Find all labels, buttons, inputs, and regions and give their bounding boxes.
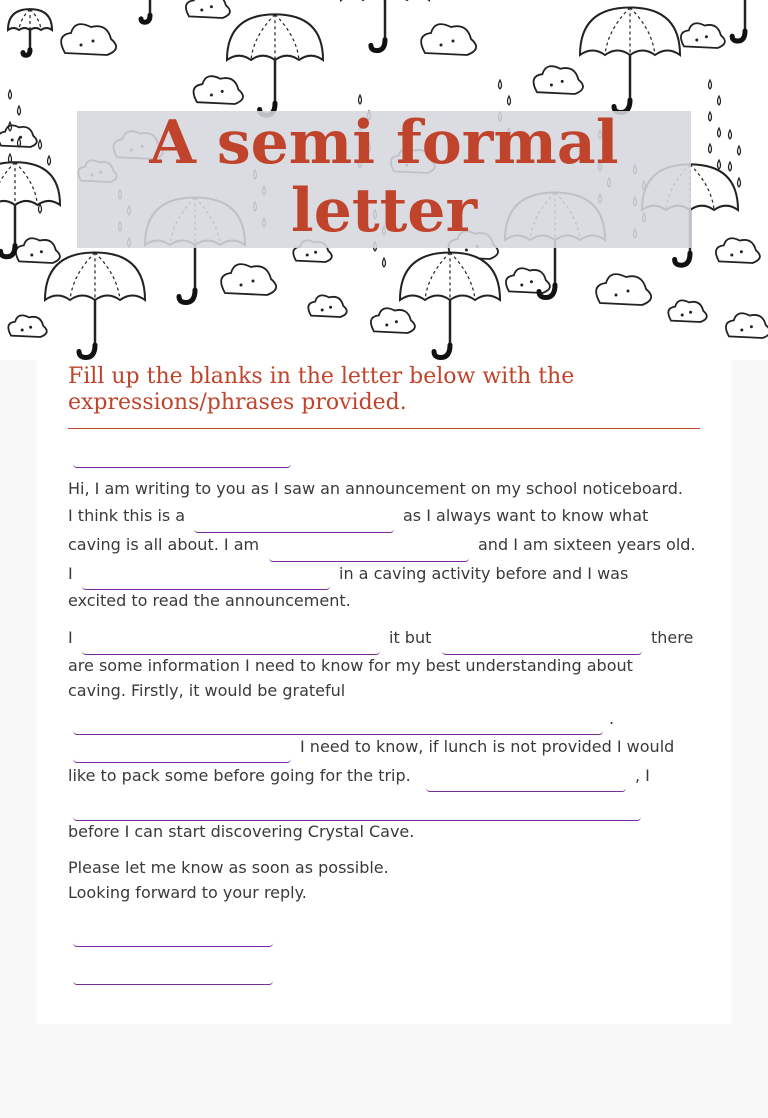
blank-8[interactable] (426, 773, 626, 792)
letter-text: excited to read the announcement. (68, 591, 351, 610)
instructions (68, 364, 708, 416)
letter-text: and I am sixteen years old. (478, 535, 696, 554)
cloud-icon (308, 295, 346, 317)
cloud-icon (668, 300, 706, 322)
umbrella-icon (580, 8, 680, 113)
salutation-blank[interactable] (73, 449, 291, 468)
letter-text: as I always want to know what (403, 506, 649, 525)
blank-6[interactable] (73, 716, 603, 735)
divider (68, 428, 700, 429)
title-line-1: A semi formal (149, 108, 619, 178)
header-banner (0, 0, 768, 360)
blank-1[interactable] (194, 514, 394, 533)
cloud-icon (681, 23, 725, 48)
letter-text: I think this is a (68, 506, 186, 525)
cloud-icon (371, 308, 415, 333)
cloud-icon (534, 66, 583, 94)
title-line-2: letter (290, 176, 478, 246)
blank-5[interactable] (442, 636, 642, 655)
letter-text: it but (389, 628, 432, 647)
umbrella-icon (45, 253, 145, 358)
umbrella-icon (8, 9, 52, 55)
cloud-icon (726, 313, 768, 338)
page-title (77, 109, 691, 245)
umbrella-icon (122, 0, 178, 22)
blank-3[interactable] (82, 571, 330, 590)
umbrella-icon (400, 253, 500, 358)
letter-text: I (68, 628, 73, 647)
letter-text: in a caving activity before and I was (339, 564, 629, 583)
blank-4[interactable] (82, 636, 380, 655)
letter-text: Looking forward to your reply. (68, 883, 307, 902)
letter-text: . (609, 709, 615, 728)
cloud-icon (596, 274, 651, 305)
cloud-icon (61, 24, 116, 55)
cloud-icon (0, 125, 37, 147)
cloud-icon (186, 0, 230, 18)
letter-text: , I (635, 766, 650, 785)
blank-9[interactable] (73, 802, 641, 821)
instructions-line-1: Fill up the blanks in the letter below with the (68, 364, 575, 389)
letter-text: caving is all about. I am (68, 535, 260, 554)
letter-text: there (651, 628, 694, 647)
cloud-icon (221, 264, 276, 295)
cloud-icon (421, 24, 476, 55)
letter-text: caving. Firstly, it would be grateful (68, 681, 346, 700)
cloud-icon (506, 268, 550, 293)
cloud-icon (16, 238, 60, 263)
umbrella-icon (341, 0, 429, 51)
letter-text: Hi, I am writing to you as I saw an announcement on my school noticeboard. (68, 479, 683, 498)
letter-text: like to pack some before going for the trip. (68, 766, 411, 785)
cloud-icon (194, 76, 243, 104)
letter-text: are some information I need to know for my best understanding about (68, 656, 633, 675)
closing-blank[interactable] (73, 928, 273, 947)
blank-7[interactable] (73, 744, 291, 763)
letter-text: I need to know, if lunch is not provided I would (300, 737, 675, 756)
letter-text: before I can start discovering Crystal Cave. (68, 822, 415, 841)
letter-text: I (68, 564, 73, 583)
letter-text: Please let me know as soon as possible. (68, 858, 389, 877)
signature-blank[interactable] (73, 966, 273, 985)
raindrop-icon (709, 80, 721, 169)
blank-2[interactable] (269, 543, 469, 562)
instructions-line-2: expressions/phrases provided. (68, 390, 407, 415)
cloud-icon (8, 315, 46, 337)
cloud-icon (716, 238, 760, 263)
